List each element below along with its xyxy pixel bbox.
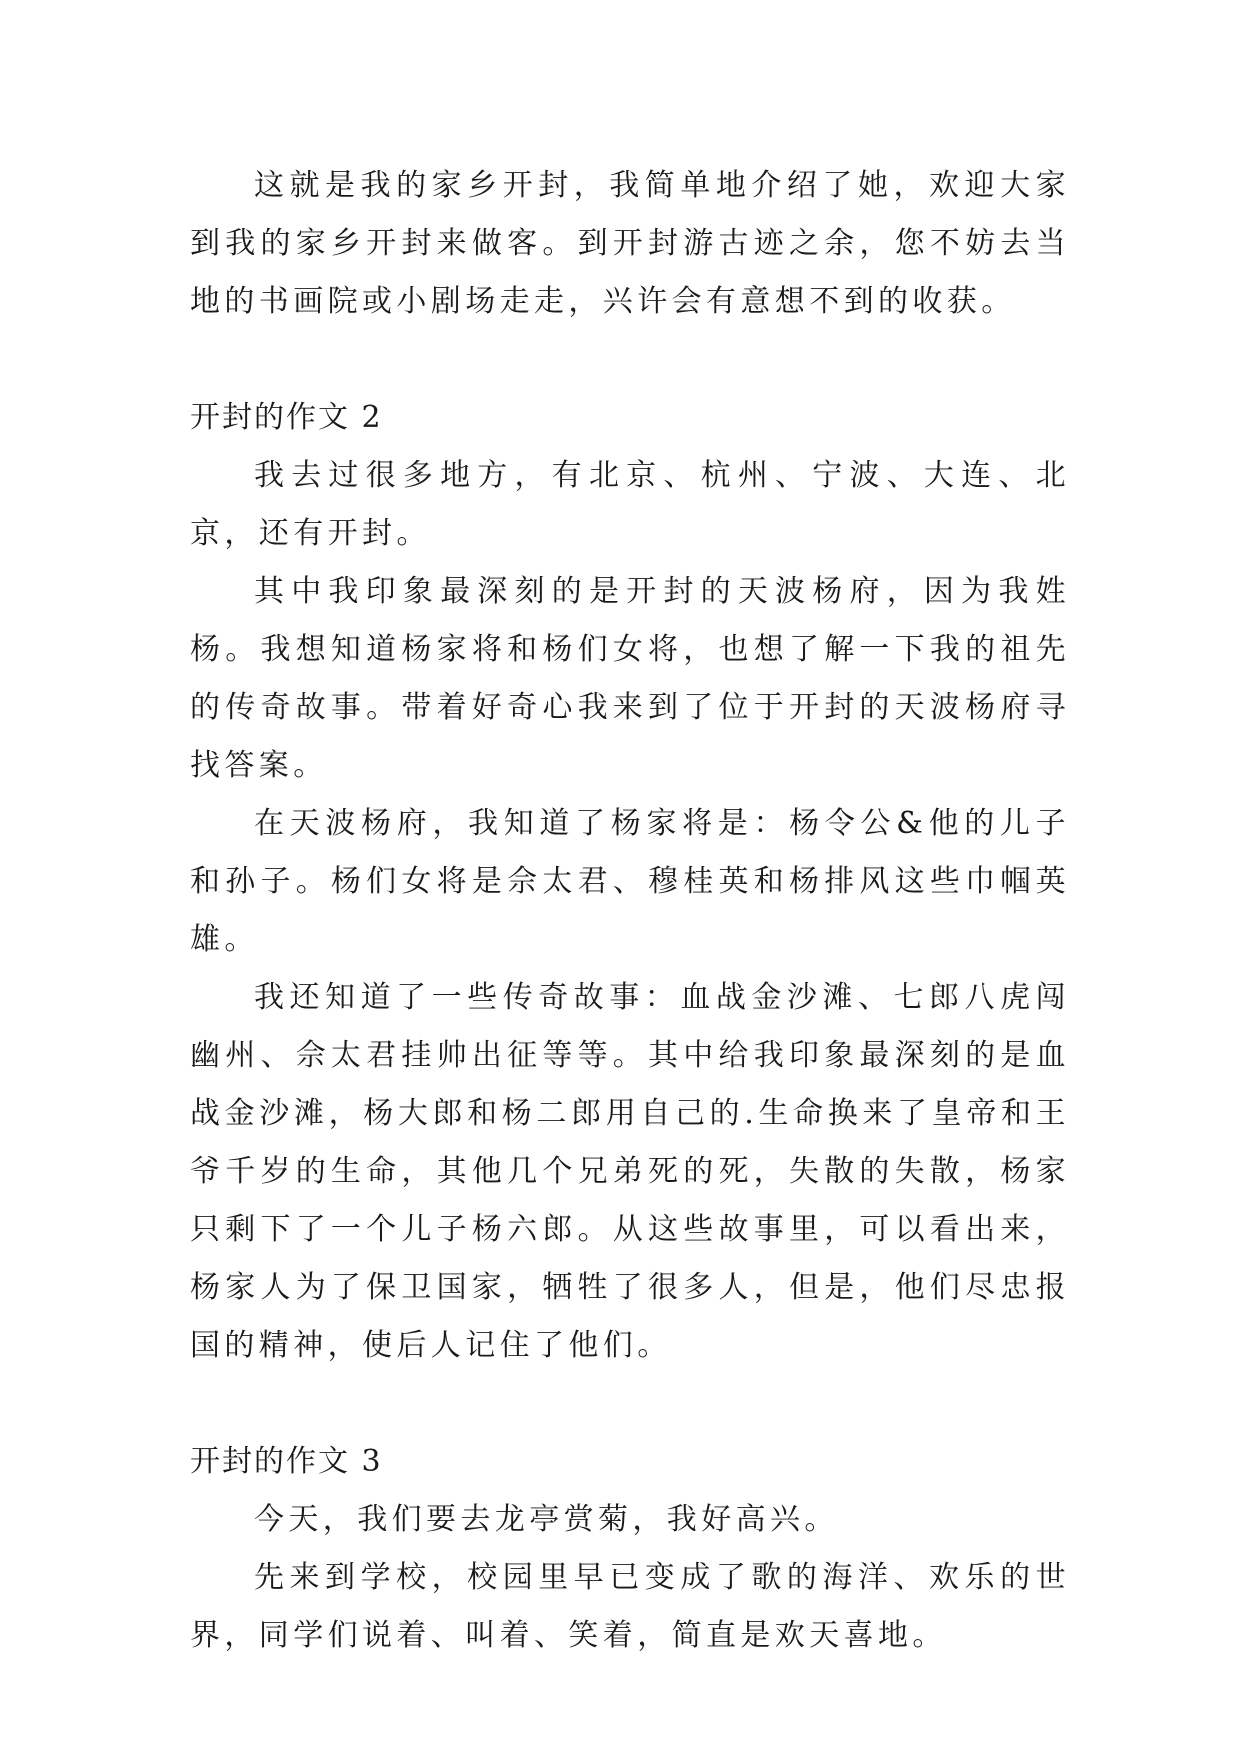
intro-paragraph: 这就是我的家乡开封，我简单地介绍了她，欢迎大家到我的家乡开封来做客。到开封游古迹之余，您不妨去当地的书画院或小剧场走走，兴许会有意想不到的收获。 xyxy=(190,168,1070,319)
section-2-paragraph-3: 在天波杨府，我知道了杨家将是：杨令公&他的儿子和孙子。杨们女将是佘太君、穆桂英和杨排风这些巾帼英雄。 xyxy=(190,806,1070,957)
section-3-paragraph-1: 今天，我们要去龙亭赏菊，我好高兴。 xyxy=(254,1502,839,1537)
section-2-paragraph-2: 其中我印象最深刻的是开封的天波杨府，因为我姓杨。我想知道杨家将和杨们女将，也想了解一下我的祖先的传奇故事。带着好奇心我来到了位于开封的天波杨府寻找答案。 xyxy=(190,574,1070,783)
section-2-paragraph-1: 我去过很多地方，有北京、杭州、宁波、大连、北京，还有开封。 xyxy=(190,458,1070,551)
document-page xyxy=(190,157,1070,1665)
section-3-heading: 开封的作文 3 xyxy=(190,1444,383,1479)
section-3-paragraph-2: 先来到学校，校园里早已变成了歌的海洋、欢乐的世界，同学们说着、叫着、笑着，简直是欢天喜地。 xyxy=(190,1560,1070,1653)
section-2-heading: 开封的作文 2 xyxy=(190,400,383,435)
section-2-paragraph-4: 我还知道了一些传奇故事：血战金沙滩、七郎八虎闯幽州、佘太君挂帅出征等等。其中给我印象最深刻的是血战金沙滩，杨大郎和杨二郎用自己的.生命换来了皇帝和王爷千岁的生命，其他几个兄弟死的死，失散的失散，杨家只剩下了一个儿子杨六郎。从这些故事里，可以看出来，杨家人为了保卫国家，牺牲了很多人，但是，他们尽忠报国的精神，使后人记住了他们。 xyxy=(190,980,1070,1363)
section-spacer xyxy=(190,1375,1070,1433)
section-spacer xyxy=(190,331,1070,389)
